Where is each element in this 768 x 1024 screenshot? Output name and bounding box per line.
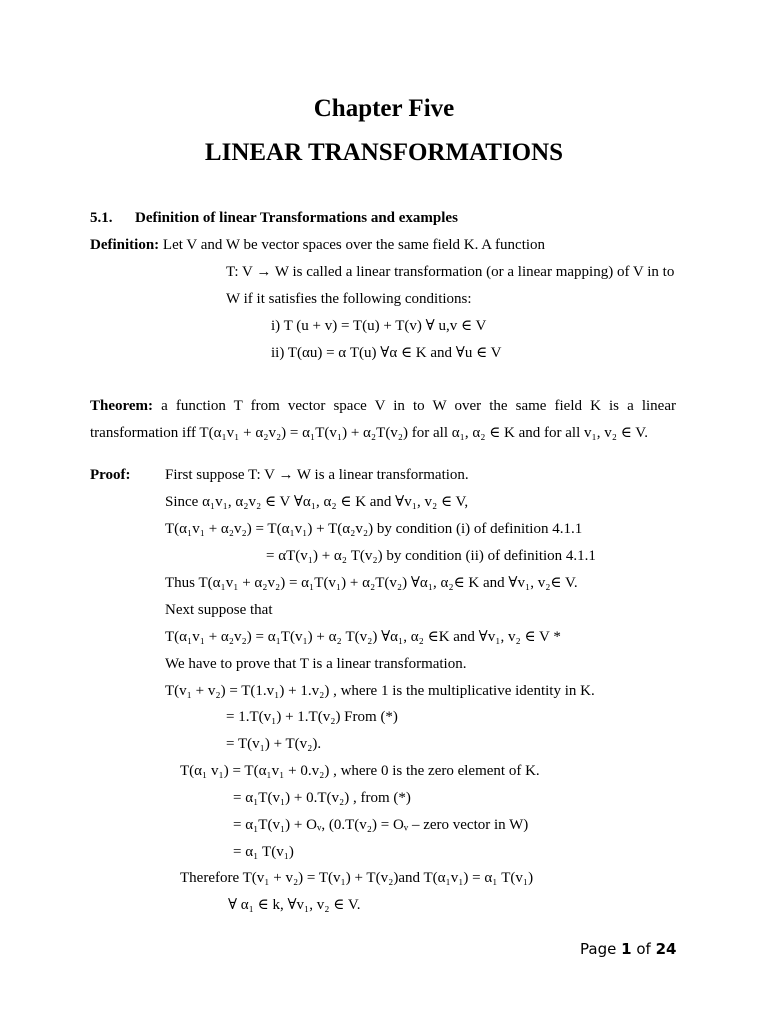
proof-line: = T(v₁) + T(v₂). [226,736,322,752]
page-of-label: of [636,940,651,958]
proof-line: T(v₁ + v₂) = T(1.v₁) + 1.v₂) , where 1 is the multiplicative identity in K. [165,683,595,699]
definition-line-1: Definition: Let V and W be vector spaces over the same field K. A function [90,237,546,253]
current-page: 1 [621,940,632,958]
theorem-line-1: Theorem: a function T from vector space V in to W over the same field K is a linear [90,398,676,414]
chapter-title: Chapter Five [313,95,455,122]
proof-line: Since α₁v₁, α₂v₂ ∈ V ∀α₁, α₂ ∈ K and ∀v₁, v₂ ∈ V, [165,494,469,510]
proof-line: = α₁T(v₁) + 0.T(v₂) , from (*) [233,790,411,806]
theorem-line-2: transformation iff T(α₁v₁ + α₂v₂) = α₁T(v₁) + α₂T(v₂) for all α₁, α₂ ∈ K and for all v₁, v₂ ∈ V. [90,425,648,441]
proof-line: Thus T(α₁v₁ + α₂v₂) = α₁T(v₁) + α₂T(v₂) ∀α₁, α₂∈ K and ∀v₁, v₂∈ V. [165,575,578,591]
definition-line-2: T: V → W is called a linear transformation (or a linear mapping) of V in to [226,264,675,280]
proof-line: ∀ α₁ ∈ k, ∀v₁, v₂ ∈ V. [228,897,361,913]
proof-line: = α₁ T(v₁) [233,844,294,860]
proof-line: Next suppose that [165,602,273,618]
proof-line: First suppose T: V → W is a linear transformation. [165,467,469,483]
definition-condition-1: i) T (u + v) = T(u) + T(v) ∀ u,v ∈ V [271,318,487,334]
chapter-subtitle: LINEAR TRANSFORMATIONS [204,139,564,166]
definition-label: Definition: [90,237,160,253]
page-label: Page [580,940,617,958]
proof-line: = αT(v₁) + α₂ T(v₂) by condition (ii) of definition 4.1.1 [266,548,596,564]
proof-line: We have to prove that T is a linear transformation. [165,656,467,672]
proof-line: = α₁T(v₁) + Oᵥ, (0.T(v₂) = Oᵥ – zero vector in W) [233,817,529,833]
proof-line: T(α₁ v₁) = T(α₁v₁ + 0.v₂) , where 0 is the zero element of K. [180,763,540,779]
proof-line: Therefore T(v₁ + v₂) = T(v₁) + T(v₂)and T(α₁v₁) = α₁ T(v₁) [180,870,534,886]
proof-line: = 1.T(v₁) + 1.T(v₂) From (*) [226,709,398,725]
theorem-label: Theorem: [90,398,154,414]
definition-line-3: W if it satisfies the following conditions: [226,291,472,307]
definition-condition-2: ii) T(αu) = α T(u) ∀α ∈ K and ∀u ∈ V [271,345,502,361]
section-title: Definition of linear Transformations and examples [135,210,458,226]
total-pages: 24 [655,940,677,958]
section-heading [90,209,113,227]
section-number: 5.1. [90,210,113,226]
page-number-footer [580,940,676,958]
proof-label: Proof: [90,467,131,483]
proof-line: T(α₁v₁ + α₂v₂) = α₁T(v₁) + α₂ T(v₂) ∀α₁, α₂ ∈K and ∀v₁, v₂ ∈ V * [165,629,561,645]
proof-line: T(α₁v₁ + α₂v₂) = T(α₁v₁) + T(α₂v₂) by condition (i) of definition 4.1.1 [165,521,583,537]
